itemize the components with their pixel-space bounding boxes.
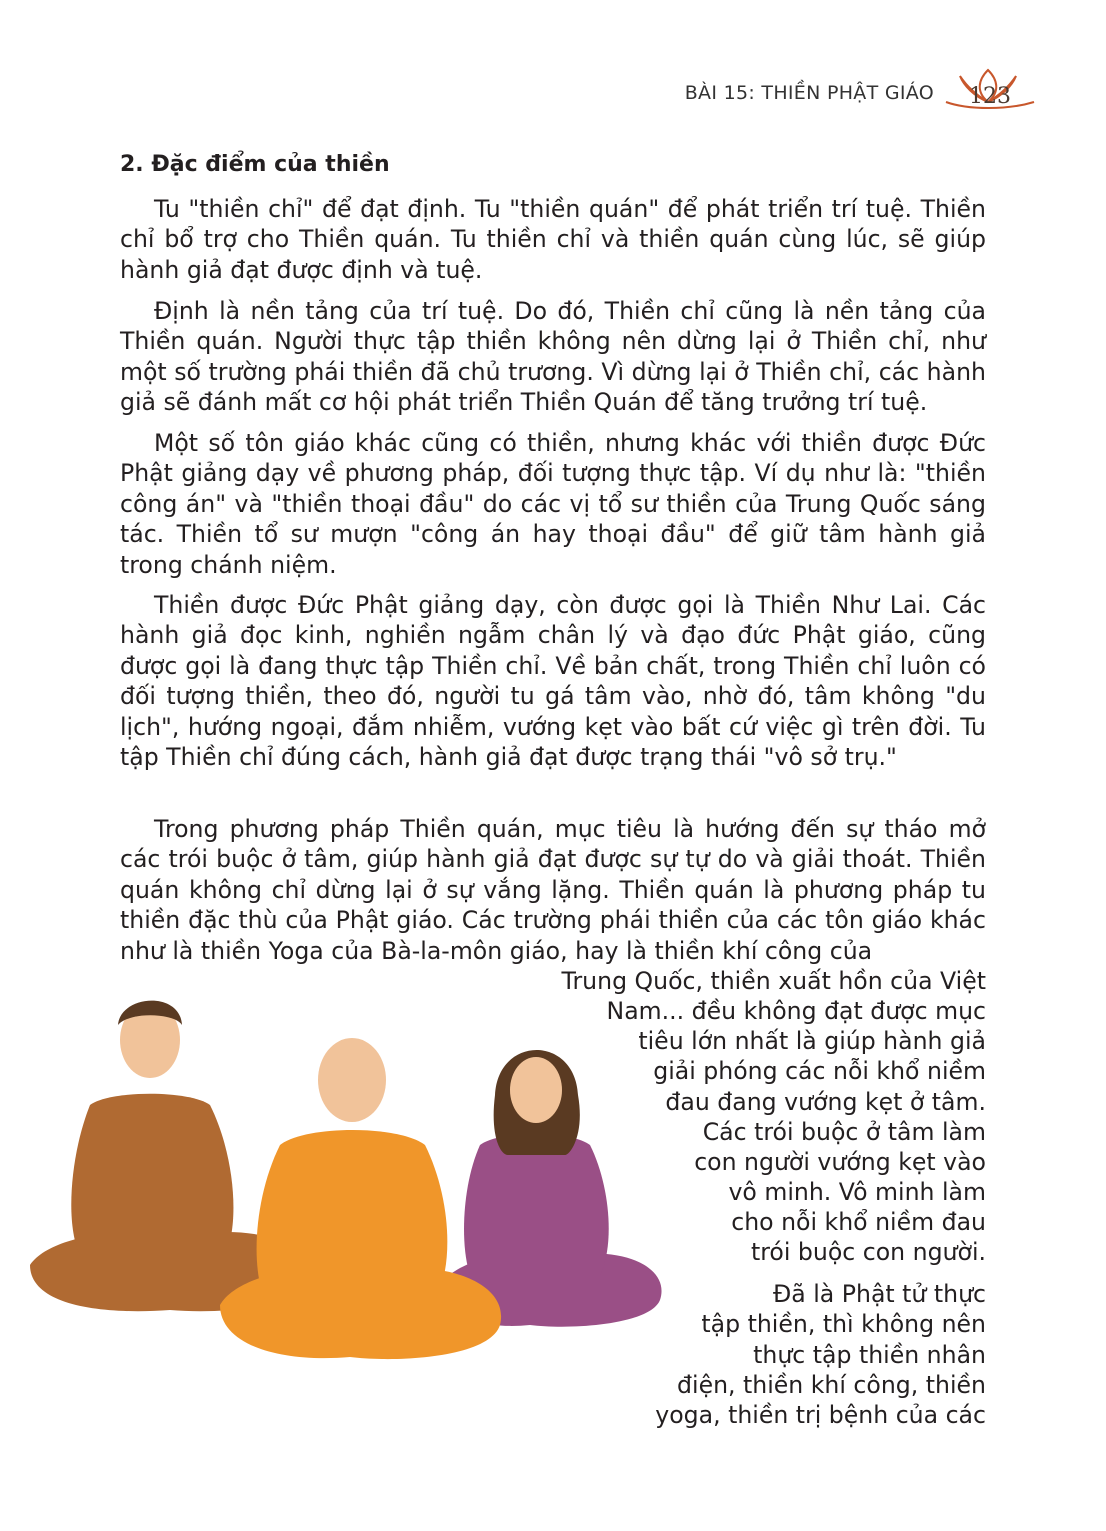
final-line: thực tập thiền nhân bbox=[753, 1341, 986, 1369]
wrapped-line: Trung Quốc, thiền xuất hồn của Việt bbox=[561, 967, 986, 995]
wrapped-line: con người vướng kẹt vào bbox=[694, 1148, 986, 1176]
chapter-title: BÀI 15: THIỀN PHẬT GIÁO bbox=[684, 82, 934, 104]
paragraph-5: Trong phương pháp Thiền quán, mục tiêu là hướng đến sự tháo mở các trói buộc ở tâm, giúp hành giả đạt được sự tự do và giải thoát. Thiền quán không chỉ dừng lại ở sự vắng lặng. Thiền quán là phương pháp tu thiền đặc thù của Phật giáo. Các trường phái thiền của các tôn giáo khác như là thiền Yoga của Bà-la-môn giáo, hay là thiền khí công của bbox=[120, 815, 986, 965]
wrapped-line: Nam... đều không đạt được mục bbox=[606, 997, 986, 1025]
page-number: 123 bbox=[969, 84, 1011, 109]
final-line: Đã là Phật tử thực bbox=[773, 1280, 986, 1308]
final-line: điện, thiền khí công, thiền bbox=[677, 1371, 986, 1399]
paragraph-4: Thiền được Đức Phật giảng dạy, còn được gọi là Thiền Như Lai. Các hành giả đọc kinh, nghiền ngẫm chân lý và đạo đức Phật giáo, cũng được gọi là đang thực tập Thiền chỉ. Về bản chất, trong Thiền chỉ luôn có đối tượng thiền, theo đó, người tu gá tâm vào, nhờ đó, tâm không "du lịch", hướng ngoại, đắm nhiễm, vướng kẹt vào bất cứ việc gì trên đời. Tu tập Thiền chỉ đúng cách, hành giả đạt được trạng thái "vô sở trụ." bbox=[120, 591, 986, 772]
paragraph-1: Tu "thiền chỉ" để đạt định. Tu "thiền quán" để phát triển trí tuệ. Thiền chỉ bổ trợ cho Thiền quán. Tu thiền chỉ và thiền quán cùng lúc, sẽ giúp hành giả đạt được định và tuệ. bbox=[120, 195, 986, 284]
final-line: yoga, thiền trị bệnh của các bbox=[655, 1401, 986, 1429]
wrapped-line: vô minh. Vô minh làm bbox=[728, 1178, 986, 1206]
wrapped-line: trói buộc con người. bbox=[751, 1238, 986, 1266]
paragraph-3: Một số tôn giáo khác cũng có thiền, nhưng khác với thiền được Đức Phật giảng dạy về phương pháp, đối tượng thực tập. Ví dụ như là: "thiền công án" và "thiền thoại đầu" do các vị tổ sư thiền của Trung Quốc sáng tác. Thiền tổ sư mượn "công án hay thoại đầu" để giữ tâm hành giả trong chánh niệm. bbox=[120, 429, 986, 579]
paragraph-2: Định là nền tảng của trí tuệ. Do đó, Thiền chỉ cũng là nền tảng của Thiền quán. Người thực tập thiền không nên dừng lại ở Thiền chỉ, như một số trường phái thiền đã chủ trương. Vì dừng lại ở Thiền chỉ, các hành giả sẽ đánh mất cơ hội phát triển Thiền Quán để tăng trưởng trí tuệ. bbox=[120, 297, 986, 417]
wrapped-line: giải phóng các nỗi khổ niềm bbox=[653, 1057, 986, 1085]
meditation-illustration bbox=[10, 985, 670, 1365]
meditating-monk-figure bbox=[220, 1038, 501, 1359]
wrapped-line: đau đang vướng kẹt ở tâm. bbox=[665, 1088, 986, 1116]
final-line: tập thiền, thì không nên bbox=[701, 1310, 986, 1338]
page-header bbox=[0, 78, 1106, 118]
wrapped-line: cho nỗi khổ niềm đau bbox=[731, 1208, 986, 1236]
wrapped-line: tiêu lớn nhất là giúp hành giả bbox=[638, 1027, 986, 1055]
section-heading: 2. Đặc điểm của thiền bbox=[120, 152, 390, 177]
wrapped-line: Các trói buộc ở tâm làm bbox=[702, 1118, 986, 1146]
